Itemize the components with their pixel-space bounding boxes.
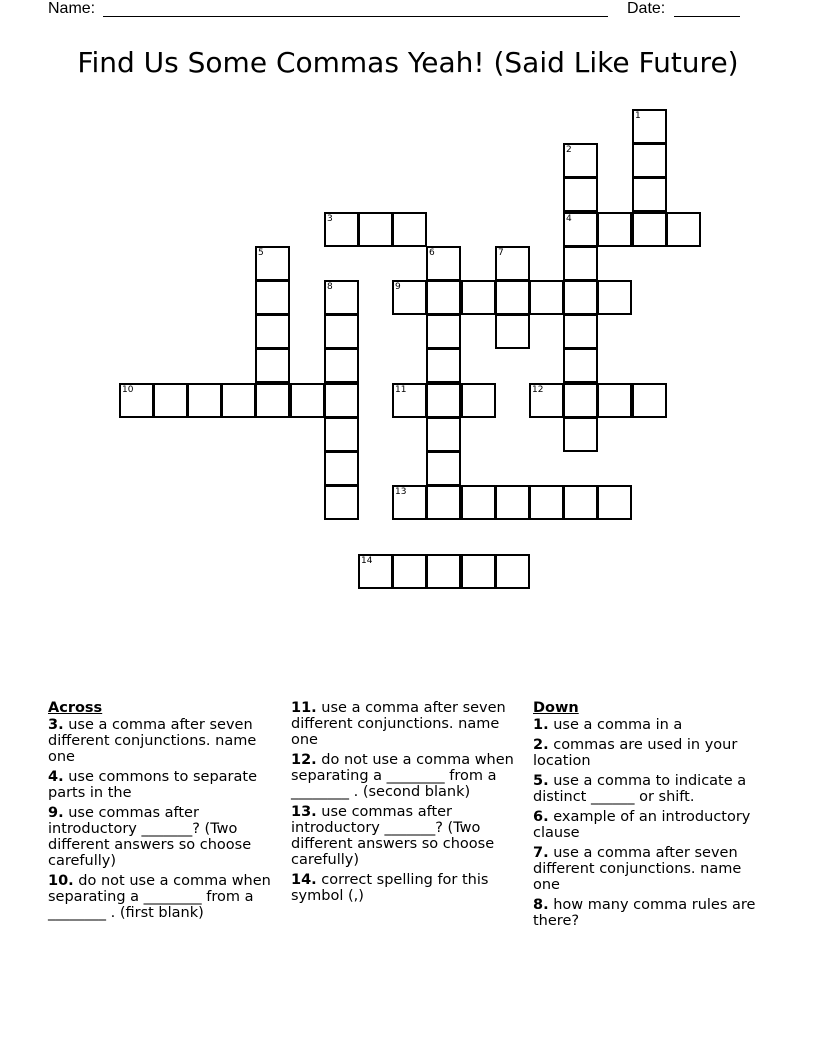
clue-text: commas are used in your location [533, 737, 738, 769]
grid-cell[interactable] [563, 280, 598, 315]
clue-number-label: 2. [533, 737, 549, 753]
grid-cell[interactable] [666, 212, 701, 247]
clue-text: use a comma after seven different conjunctions. name one [533, 845, 742, 893]
grid-cell[interactable] [461, 485, 496, 520]
down-list [533, 717, 758, 929]
grid-cell[interactable] [529, 280, 564, 315]
clue-number-label: 12. [291, 752, 317, 768]
grid-cell[interactable] [426, 280, 461, 315]
clue-number: 2 [566, 145, 572, 155]
clue-number-label: 10. [48, 873, 74, 889]
grid-cell[interactable] [426, 451, 461, 486]
clue-text: use commons to separate parts in the [48, 769, 257, 801]
clue-number-label: 13. [291, 804, 317, 820]
clue-number-label: 4. [48, 769, 64, 785]
grid-cell[interactable] [529, 485, 564, 520]
grid-cell[interactable] [495, 246, 530, 281]
clue-text: do not use a comma when separating a ________ from a ________ . (second blank) [291, 752, 514, 800]
clue-number: 5 [258, 248, 264, 258]
grid-cell[interactable] [324, 280, 359, 315]
grid-cell[interactable] [563, 417, 598, 452]
clue-text: use a comma in a [548, 717, 683, 733]
clue-item [48, 717, 276, 765]
grid-cell[interactable] [255, 383, 290, 418]
clue-number-label: 9. [48, 805, 64, 821]
clue-number: 4 [566, 214, 572, 224]
clue-text: use commas after introductory _______? (Two different answers so choose carefully) [291, 804, 495, 868]
grid-cell[interactable] [290, 383, 325, 418]
clue-item [533, 737, 758, 769]
grid-cell[interactable] [597, 212, 632, 247]
grid-cell[interactable] [563, 383, 598, 418]
clue-item [291, 804, 519, 868]
grid-cell[interactable] [392, 212, 427, 247]
clue-number: 11 [395, 385, 407, 395]
clue-number-label: 7. [533, 845, 549, 861]
grid-cell[interactable] [255, 348, 290, 383]
down-clues-column [533, 700, 758, 933]
clue-item [291, 752, 519, 800]
clue-number-label: 6. [533, 809, 549, 825]
clue-number-label: 5. [533, 773, 549, 789]
clue-number: 3 [327, 214, 333, 224]
grid-cell[interactable] [324, 383, 359, 418]
clue-number-label: 3. [48, 717, 64, 733]
clue-item [533, 897, 758, 929]
clue-text: use a comma after seven different conjunctions. name one [291, 700, 506, 748]
grid-cell[interactable] [597, 485, 632, 520]
grid-cell[interactable] [187, 383, 222, 418]
clue-item [48, 873, 276, 921]
grid-cell[interactable] [255, 280, 290, 315]
grid-cell[interactable] [461, 383, 496, 418]
across-clues-column-1 [48, 700, 276, 925]
clue-number: 6 [429, 248, 435, 258]
clue-text: use a comma after seven different conjunctions. name one [48, 717, 257, 765]
clue-text: how many comma rules are there? [533, 897, 756, 929]
grid-cell[interactable] [495, 280, 530, 315]
date-label: Date: [627, 0, 666, 17]
across-clues-column-2 [291, 700, 519, 908]
clue-number: 9 [395, 282, 401, 292]
clue-number-label: 14. [291, 872, 317, 888]
grid-cell[interactable] [563, 246, 598, 281]
grid-cell[interactable] [632, 177, 667, 212]
grid-cell[interactable] [392, 383, 427, 418]
clue-text: example of an introductory clause [533, 809, 751, 841]
grid-cell[interactable] [358, 554, 393, 589]
grid-cell[interactable] [119, 383, 154, 418]
clue-text: correct spelling for this symbol (,) [291, 872, 489, 904]
grid-cell[interactable] [495, 554, 530, 589]
down-heading: Down [533, 700, 579, 716]
grid-cell[interactable] [563, 485, 598, 520]
grid-cell[interactable] [426, 485, 461, 520]
grid-cell[interactable] [632, 109, 667, 144]
grid-cell[interactable] [255, 246, 290, 281]
clue-item [48, 805, 276, 869]
grid-cell[interactable] [563, 348, 598, 383]
clue-item [291, 700, 519, 748]
clue-item [48, 769, 276, 801]
grid-cell[interactable] [426, 417, 461, 452]
across-list-1 [48, 717, 276, 921]
name-label: Name: [48, 0, 96, 17]
grid-cell[interactable] [461, 280, 496, 315]
grid-cell[interactable] [426, 554, 461, 589]
grid-cell[interactable] [597, 280, 632, 315]
across-list-2 [291, 700, 519, 904]
grid-cell[interactable] [426, 383, 461, 418]
grid-cell[interactable] [324, 451, 359, 486]
grid-cell[interactable] [324, 348, 359, 383]
clue-item [533, 717, 758, 733]
grid-cell[interactable] [426, 314, 461, 349]
grid-cell[interactable] [632, 212, 667, 247]
grid-cell[interactable] [632, 143, 667, 178]
clue-item [533, 773, 758, 805]
grid-cell[interactable] [221, 383, 256, 418]
clue-number: 14 [361, 556, 373, 566]
grid-cell[interactable] [529, 383, 564, 418]
grid-cell[interactable] [153, 383, 188, 418]
grid-cell[interactable] [324, 314, 359, 349]
across-heading: Across [48, 700, 103, 716]
clue-number-label: 1. [533, 717, 549, 733]
grid-cell[interactable] [255, 314, 290, 349]
grid-cell[interactable] [324, 417, 359, 452]
grid-cell[interactable] [392, 280, 427, 315]
grid-cell[interactable] [426, 348, 461, 383]
clue-item [533, 845, 758, 893]
clue-number: 12 [532, 385, 544, 395]
grid-cell[interactable] [461, 554, 496, 589]
grid-cell[interactable] [392, 485, 427, 520]
grid-cell[interactable] [495, 485, 530, 520]
grid-cell[interactable] [426, 246, 461, 281]
grid-cell[interactable] [563, 314, 598, 349]
grid-cell[interactable] [563, 143, 598, 178]
grid-cell[interactable] [324, 212, 359, 247]
clue-text: use commas after introductory _______? (Two different answers so choose carefully) [48, 805, 252, 869]
grid-cell[interactable] [632, 383, 667, 418]
clue-text: do not use a comma when separating a ________ from a ________ . (first blank) [48, 873, 271, 921]
grid-cell[interactable] [358, 212, 393, 247]
grid-cell[interactable] [392, 554, 427, 589]
page-title: Find Us Some Commas Yeah! (Said Like Future) [77, 46, 739, 79]
clue-number: 8 [327, 282, 333, 292]
clue-item [533, 809, 758, 841]
grid-cell[interactable] [495, 314, 530, 349]
clue-number: 13 [395, 487, 407, 497]
clue-number-label: 11. [291, 700, 317, 716]
clue-number: 7 [498, 248, 504, 258]
clue-text: use a comma to indicate a distinct ______ or shift. [533, 773, 747, 805]
clue-number: 10 [122, 385, 134, 395]
clue-number: 1 [635, 111, 641, 121]
clue-number-label: 8. [533, 897, 549, 913]
grid-cell[interactable] [563, 177, 598, 212]
grid-cell[interactable] [324, 485, 359, 520]
grid-cell[interactable] [563, 212, 598, 247]
clue-item [291, 872, 519, 904]
grid-cell[interactable] [597, 383, 632, 418]
